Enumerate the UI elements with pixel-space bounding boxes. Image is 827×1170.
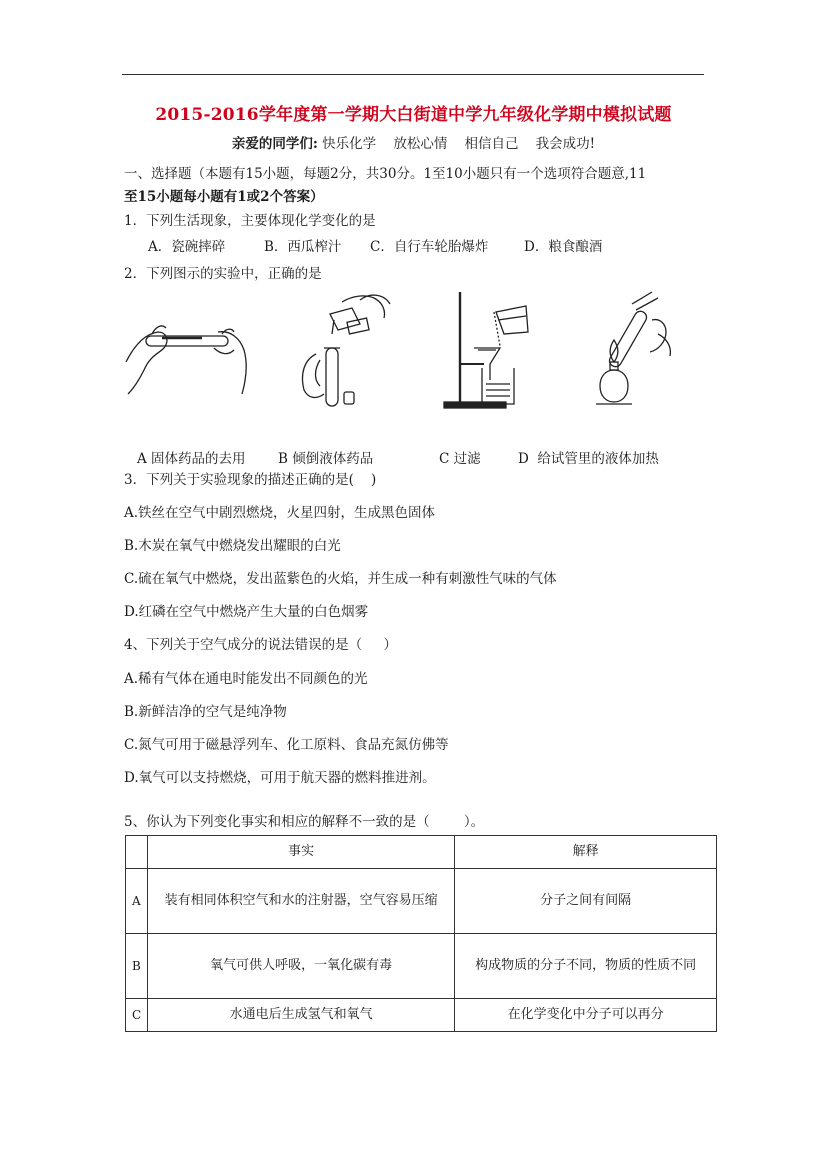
row-fact: 氧气可供人呼吸，一氧化碳有毒 xyxy=(148,934,455,999)
q2-caption-a: A 固体药品的去用 xyxy=(137,451,246,467)
table-header-explanation: 解释 xyxy=(455,836,717,869)
section-instructions-1: 一、选择题（本题有15小题，每题2分，共30分。1至10小题只有一个选项符合题意,11 xyxy=(124,166,647,182)
q3-option-d: D.红磷在空气中燃烧产生大量的白色烟雾 xyxy=(124,604,369,620)
row-label: C xyxy=(126,999,148,1032)
q4-option-b: B.新鲜洁净的空气是纯净物 xyxy=(124,704,287,720)
q1-option-b: B．西瓜榨汁 xyxy=(264,239,342,255)
q3-stem: 3．下列关于实验现象的描述正确的是( ) xyxy=(124,472,377,488)
q3-option-c: C.硫在氧气中燃烧，发出蓝紫色的火焰，并生成一种有刺激性气味的气体 xyxy=(124,571,557,587)
table-header-cell xyxy=(126,836,148,869)
q4-stem: 4、下列关于空气成分的说法错误的是（ ） xyxy=(124,637,398,653)
row-label: B xyxy=(126,934,148,999)
q1-option-c: C．自行车轮胎爆炸 xyxy=(370,239,489,255)
row-explanation: 在化学变化中分子可以再分 xyxy=(455,999,717,1032)
row-explanation: 分子之间有间隔 xyxy=(455,869,717,934)
q1-option-d: D．粮食酿酒 xyxy=(524,239,603,255)
q2-stem: 2．下列图示的实验中，正确的是 xyxy=(124,266,322,282)
figure-c-filtration xyxy=(438,290,548,415)
q2-caption-b: B 倾倒液体药品 xyxy=(278,451,374,467)
q2-caption-c: C 过滤 xyxy=(439,451,481,467)
row-fact: 水通电后生成氢气和氧气 xyxy=(148,999,455,1032)
q4-option-c: C.氮气可用于磁悬浮列车、化工原料、食品充氮仿佛等 xyxy=(124,737,449,753)
motto-line xyxy=(0,132,827,152)
figure-b-pouring-liquid xyxy=(290,290,400,415)
motto-text: 快乐化学 放松心情 相信自己 我会成功! xyxy=(322,136,596,152)
table-header-row xyxy=(126,836,717,869)
header-rule xyxy=(122,74,704,75)
q5-stem: 5、你认为下列变化事实和相应的解释不一致的是（ ）。 xyxy=(124,814,485,830)
section-instructions-2: 至15小题每小题有1或2个答案） xyxy=(124,189,324,205)
q1-option-a: A．瓷碗摔碎 xyxy=(148,239,226,255)
exam-title: 2015-2016学年度第一学期大白街道中学九年级化学期中模拟试题 xyxy=(155,105,672,125)
q5-table xyxy=(125,835,717,1032)
motto-lead: 亲爱的同学们: xyxy=(231,136,318,152)
row-label: A xyxy=(126,869,148,934)
table-row xyxy=(126,869,717,934)
table-row xyxy=(126,999,717,1032)
row-explanation: 构成物质的分子不同，物质的性质不同 xyxy=(455,934,717,999)
q4-option-d: D.氧气可以支持燃烧，可用于航天器的燃料推进剂。 xyxy=(124,770,436,786)
q2-caption-d: D 给试管里的液体加热 xyxy=(518,451,659,467)
q3-option-a: A.铁丝在空气中剧烈燃烧，火星四射，生成黑色固体 xyxy=(124,505,436,521)
q3-option-b: B.木炭在氧气中燃烧发出耀眼的白光 xyxy=(124,538,341,554)
figure-d-heating-liquid xyxy=(592,290,692,415)
table-row xyxy=(126,934,717,999)
q4-option-a: A.稀有气体在通电时能发出不同颜色的光 xyxy=(124,671,368,687)
figure-a-solid-reagent xyxy=(122,290,252,400)
row-fact: 装有相同体积空气和水的注射器，空气容易压缩 xyxy=(148,869,455,934)
q1-stem: 1．下列生活现象，主要体现化学变化的是 xyxy=(124,213,376,229)
table-header-fact: 事实 xyxy=(148,836,455,869)
